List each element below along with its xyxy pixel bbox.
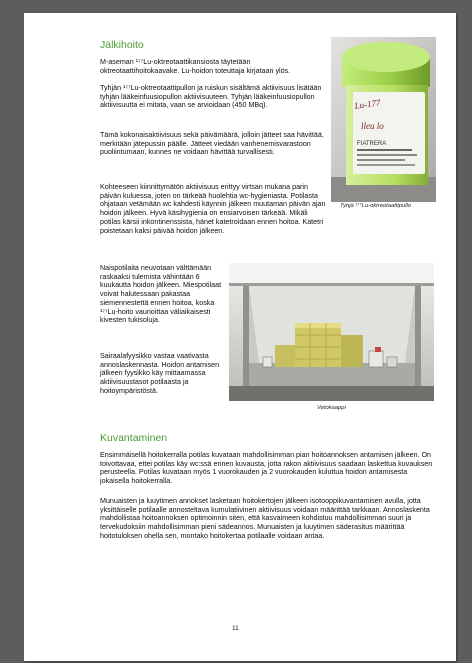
vial-label-text: FIATRERA [357,141,387,147]
paragraph-4: Kohteeseen kiinnittymätön aktiivisuus erittyy virtsan mukana parin päivän kuluessa, joten on tärkeää huolehtia wc-hygieniasta. Potilasta ohjataan vetämään wc kahdesti käynnin jälkeen muutaman päivän ajan hoidon jälkeen. Hyvä käsihygienia on ensiarvoisen tärkeää. Mikäli potilas kärsii inkontinenssista, hänet katetroidaan ennen hoitoa. Katetri poistetaan kaksi päivää hoidon jälkeen. [100,183,326,235]
paragraph-5: Naispotilaita neuvotaan välttämään raskaaksi tulemista vähintään 6 kuukautta hoidon jälkeen. Miespotilaat voivat halutessaan pakastaa siemennestettä ennen hoitoa, koska ¹⁷⁷Lu-hoito vaurioittaa väliaikaisesti kivesten tukisoluja. [100,264,222,325]
handwriting-text-1: Lu-177 [353,97,382,111]
paragraph-1: M-aseman ¹⁷⁷Lu-oktreotaattikansiosta täytetään oktreotaattihoitokaavake. Lu-hoidon toteuttaja kirjataan ylös. [100,58,291,75]
vial-photo-caption: Tyhjä ¹⁷⁷Lu-oktreotaattipullo [340,203,411,209]
fume-hood-photo [229,263,434,401]
fume-hood-photo-caption: Vetokaappi [317,405,346,411]
paragraph-2: Tyhjän ¹⁷⁷Lu-oktreotaattipullon ja ruiskun sisältämä aktiivisuus lisätään tyhjän lääkeinfuusiopullon aktiivisuuteen. Tyhjän lääkeinfuusiopullon aktiivisuutta ei mitata, vaan se arvioidaan (450 MBq). [100,84,322,110]
paragraph-3: Tämä kokonaisaktiivisuus sekä päivämäärä, jolloin jätteet saa hävittää, merkitään jätepussin päälle. Jätteet viedään vanhenemisvarastoon puoliintumaan, kunnes ne voidaan hävittää turvallisesti. [100,131,324,157]
imaging-paragraph-2: Munuaisten ja luuytimen annokset lasketaan hoitokertojen jälkeen isotooppikuvantamisen avulla, jotta yksittäiselle potilaalle annosteltava kumulatiivinen aktiivisuus voidaan määrittää tarkkaan. Annoslaskenta mahdollistaa hoitoannoksen optimoinnin siten, että kasvaimeen kohdistuu mahdollisimman suuri ja tervekudoksiin mahdollisimman pieni sädeannos. Munuaisten ja luuytimen säderasitus määrittää hoitotuloksen ohella sen, montako hoitokertaa potilaalle voidaan antaa. [100,497,430,540]
section-heading-kuvantaminen: Kuvantaminen [100,432,168,444]
document-page [24,13,456,661]
section-heading-jalkihoito: Jälkihoito [100,39,144,51]
handwriting-text-2: lleu lo [361,121,384,131]
page-number: 11 [232,625,239,632]
imaging-paragraph-1: Ensimmäisellä hoitokerralla potilas kuvataan mahdollisimman pian hoitoannoksen antamisen jälkeen. On toivottavaa, ettei potilas käy wc:ssä ennen kuvausta, jotta rakon aktiivisuus saadaan laskettua kuvauksen perusteella. Potilas kuvataan myös 1 vuorokauden ja 2 vuorokauden kuluttua hoidon antamisesta jokaisella hoitokerralla. [100,451,433,486]
vial-photo [331,37,436,202]
paragraph-6: Sairaalafyysikko vastaa vaativasta annoslaskennasta. Hoidon antamisen jälkeen fyysikko käy mittaamassa aktiivisuustasot potilaasta ja hoitoympäristöstä. [100,352,220,395]
